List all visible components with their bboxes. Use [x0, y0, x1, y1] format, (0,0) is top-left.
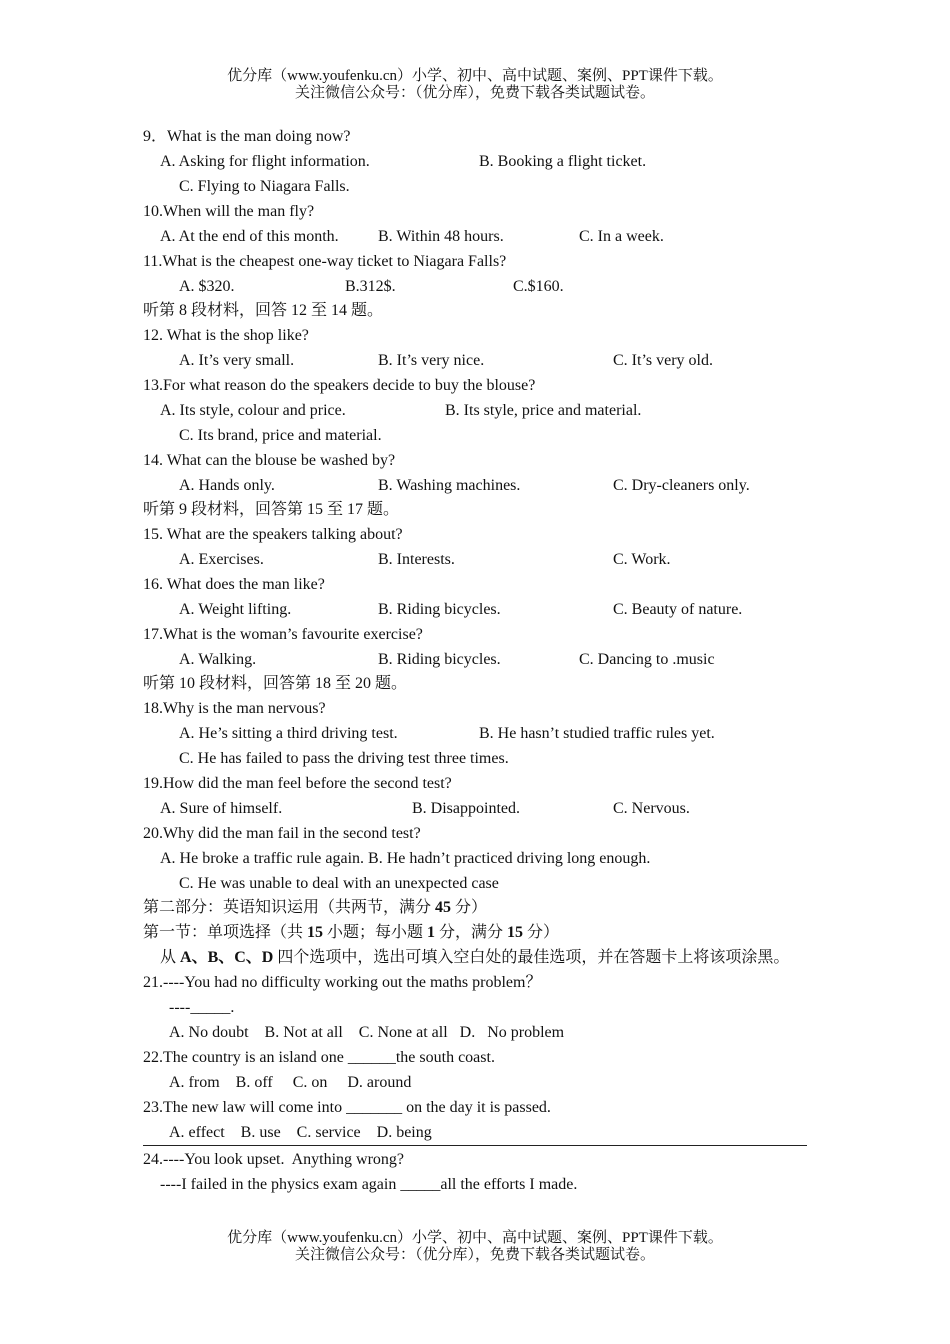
question-15-option-b: B. Interests.: [378, 551, 455, 568]
instructions: [160, 948, 789, 968]
question-9-stem: 9．What is the man doing now?: [143, 128, 351, 145]
part-2-heading: [143, 898, 487, 918]
part-2-heading-pre: 第二部分：英语知识运用（共两节，满分: [143, 899, 436, 916]
question-21-stem: 21.----You had no difficulty working out the maths problem？: [143, 974, 542, 991]
question-9-option-c: C. Flying to Niagara Falls.: [179, 178, 350, 195]
question-21-reply: ----_____.: [169, 999, 235, 1016]
section-heading-10: 听第 10 段材料，回答第 18 至 20 题。: [143, 675, 408, 692]
part-2-score: 45: [435, 899, 452, 916]
question-11-stem: 11.What is the cheapest one-way ticket to Niagara Falls?: [143, 253, 507, 270]
section-1-count: 15: [307, 924, 324, 941]
question-18-option-b: B. He hasn’t studied traffic rules yet.: [479, 725, 715, 742]
question-22-stem: 22.The country is an island one ______the south coast.: [143, 1049, 495, 1066]
question-12-option-a: A. It’s very small.: [179, 352, 295, 369]
question-15-option-a: A. Exercises.: [179, 551, 264, 568]
page-footer: [0, 1230, 950, 1264]
question-19-option-c: C. Nervous.: [613, 800, 690, 817]
question-10-stem: 10.When will the man fly?: [143, 203, 315, 220]
question-12-option-b: B. It’s very nice.: [378, 352, 485, 369]
question-21-options: A. No doubt B. Not at all C. None at all D. No problem: [169, 1024, 565, 1041]
question-12-stem: 12. What is the shop like?: [143, 327, 309, 344]
section-1-mid2: 分，满分: [435, 924, 508, 941]
section-heading-9: 听第 9 段材料，回答第 15 至 17 题。: [143, 501, 400, 518]
question-20-options-ab: A. He broke a traffic rule again. B. He hadn’t practiced driving long enough.: [160, 850, 651, 867]
instructions-pre: 从: [160, 949, 181, 966]
section-1-post: 分）: [523, 924, 560, 941]
question-10-option-a: A. At the end of this month.: [160, 228, 339, 245]
question-15-stem: 15. What are the speakers talking about?: [143, 526, 403, 543]
question-17-option-b: B. Riding bicycles.: [378, 651, 501, 668]
question-11-option-b: B.312$.: [345, 278, 396, 295]
question-14-option-c: C. Dry-cleaners only.: [613, 477, 750, 494]
question-17-stem: 17.What is the woman’s favourite exercise?: [143, 626, 423, 643]
footer-line-1: 优分库（www.youfenku.cn）小学、初中、高中试题、案例、PPT课件下载。: [227, 1230, 723, 1246]
question-18-stem: 18.Why is the man nervous?: [143, 700, 326, 717]
question-11-option-a: A. $320.: [179, 278, 235, 295]
page-header: [0, 68, 950, 102]
question-23-stem: 23.The new law will come into _______ on the day it is passed.: [143, 1099, 551, 1116]
header-line-2: 关注微信公众号：（优分库），免费下载各类试题试卷。: [294, 85, 655, 101]
header-line-1: 优分库（www.youfenku.cn）小学、初中、高中试题、案例、PPT课件下载。: [227, 68, 723, 84]
question-15-option-c: C. Work.: [613, 551, 671, 568]
instructions-post: 四个选项中，选出可填入空白处的最佳选项，并在答题卡上将该项涂黑。: [273, 949, 790, 966]
question-19-option-a: A. Sure of himself.: [160, 800, 283, 817]
question-17-option-c: C. Dancing to .music: [579, 651, 715, 668]
question-14-option-b: B. Washing machines.: [378, 477, 521, 494]
question-11-option-c: C.$160.: [513, 278, 564, 295]
question-10-option-b: B. Within 48 hours.: [378, 228, 504, 245]
section-1-total: 15: [507, 924, 524, 941]
part-2-heading-post: 分）: [451, 899, 488, 916]
question-14-stem: 14. What can the blouse be washed by?: [143, 452, 396, 469]
section-1-each: 1: [427, 924, 436, 941]
horizontal-rule: [143, 1145, 807, 1146]
question-24-stem: 24.----You look upset. Anything wrong?: [143, 1151, 405, 1168]
question-19-option-b: B. Disappointed.: [412, 800, 520, 817]
question-20-option-c: C. He was unable to deal with an unexpected case: [179, 875, 499, 892]
question-23-options: A. effect B. use C. service D. being: [169, 1124, 432, 1141]
question-13-option-b: B. Its style, price and material.: [445, 402, 642, 419]
question-16-option-b: B. Riding bicycles.: [378, 601, 501, 618]
question-17-option-a: A. Walking.: [179, 651, 257, 668]
question-18-option-c: C. He has failed to pass the driving test three times.: [179, 750, 509, 767]
question-13-stem: 13.For what reason do the speakers decide to buy the blouse?: [143, 377, 536, 394]
question-16-stem: 16. What does the man like?: [143, 576, 325, 593]
question-12-option-c: C. It’s very old.: [613, 352, 713, 369]
footer-line-2: 关注微信公众号：（优分库），免费下载各类试题试卷。: [294, 1247, 655, 1263]
question-24-reply: ----I failed in the physics exam again _____all the efforts I made.: [160, 1176, 578, 1193]
section-1-heading: [143, 923, 559, 943]
question-9-option-a: A. Asking for flight information.: [160, 153, 370, 170]
question-10-option-c: C. In a week.: [579, 228, 664, 245]
question-13-option-a: A. Its style, colour and price.: [160, 402, 346, 419]
section-1-pre: 第一节：单项选择（共: [143, 924, 308, 941]
question-20-stem: 20.Why did the man fail in the second test?: [143, 825, 421, 842]
question-16-option-c: C. Beauty of nature.: [613, 601, 743, 618]
section-1-mid1: 小题；每小题: [323, 924, 428, 941]
question-14-option-a: A. Hands only.: [179, 477, 275, 494]
question-9-option-b: B. Booking a flight ticket.: [479, 153, 647, 170]
section-heading-8: 听第 8 段材料，回答 12 至 14 题。: [143, 302, 384, 319]
question-19-stem: 19.How did the man feel before the second test?: [143, 775, 452, 792]
instructions-letters: A、B、C、D: [180, 949, 274, 966]
question-22-options: A. from B. off C. on D. around: [169, 1074, 412, 1091]
question-16-option-a: A. Weight lifting.: [179, 601, 292, 618]
question-13-option-c: C. Its brand, price and material.: [179, 427, 382, 444]
question-18-option-a: A. He’s sitting a third driving test.: [179, 725, 398, 742]
